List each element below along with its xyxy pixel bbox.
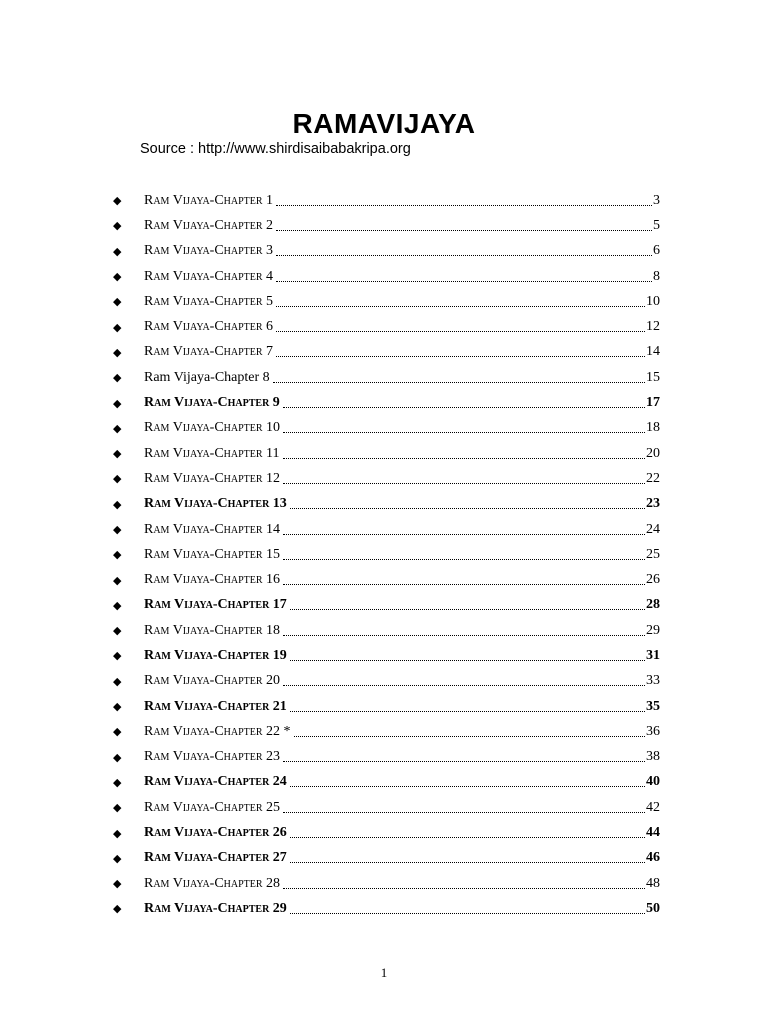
dot-leader xyxy=(290,862,645,863)
diamond-bullet-icon: ◆ xyxy=(113,295,122,309)
toc-entry[interactable] xyxy=(113,820,660,845)
toc-entry-label: Ram Vijaya-Chapter 14 xyxy=(144,521,281,537)
diamond-bullet-icon: ◆ xyxy=(113,270,122,284)
dot-leader xyxy=(276,331,645,332)
dot-leader xyxy=(276,356,645,357)
toc-entry[interactable] xyxy=(113,188,660,213)
toc-entry-label: Ram Vijaya-Chapter 11 xyxy=(144,445,280,461)
diamond-bullet-icon: ◆ xyxy=(113,194,122,208)
diamond-bullet-icon: ◆ xyxy=(113,700,122,714)
toc-entry[interactable] xyxy=(113,441,660,466)
dot-leader xyxy=(283,483,645,484)
dot-leader xyxy=(283,635,645,636)
toc-entry-page: 35 xyxy=(646,698,660,714)
page-number: 1 xyxy=(380,965,388,980)
toc-entry-page: 50 xyxy=(646,900,660,916)
toc-entry-label: Ram Vijaya-Chapter 20 xyxy=(144,673,281,689)
toc-entry-page: 18 xyxy=(646,420,660,436)
toc-entry[interactable] xyxy=(113,542,660,567)
toc-entry-page: 22 xyxy=(646,470,660,486)
page-title: RAMAVIJAYA xyxy=(292,108,476,139)
toc-entry-label: Ram Vijaya-Chapter 16 xyxy=(144,572,281,588)
diamond-bullet-icon: ◆ xyxy=(113,674,122,688)
diamond-bullet-icon: ◆ xyxy=(113,320,122,334)
diamond-bullet-icon: ◆ xyxy=(113,851,122,865)
toc-entry-label: Ram Vijaya-Chapter 18 xyxy=(144,622,281,638)
toc-entry-page: 38 xyxy=(646,749,660,765)
diamond-bullet-icon: ◆ xyxy=(113,371,122,385)
toc-entry[interactable] xyxy=(113,492,660,517)
diamond-bullet-icon: ◆ xyxy=(113,624,122,638)
toc-entry[interactable] xyxy=(113,593,660,618)
toc-entry[interactable] xyxy=(113,896,660,921)
toc-entry-page: 12 xyxy=(646,319,660,335)
toc-entry-label: Ram Vijaya-Chapter 3 xyxy=(144,243,274,259)
toc-entry-label: Ram Vijaya-Chapter 21 xyxy=(144,698,287,714)
toc-entry-label: Ram Vijaya-Chapter 29 xyxy=(144,900,287,916)
toc-entry-label: Ram Vijaya-Chapter 8 xyxy=(144,369,270,385)
dot-leader xyxy=(273,382,645,383)
diamond-bullet-icon: ◆ xyxy=(113,421,122,435)
toc-entry[interactable] xyxy=(113,669,660,694)
dot-leader xyxy=(290,913,645,914)
diamond-bullet-icon: ◆ xyxy=(113,497,122,511)
toc-entry-page: 23 xyxy=(646,496,660,512)
toc-entry-page: 46 xyxy=(646,850,660,866)
toc-entry-label: Ram Vijaya-Chapter 6 xyxy=(144,319,274,335)
toc-entry-label: Ram Vijaya-Chapter 25 xyxy=(144,799,281,815)
diamond-bullet-icon: ◆ xyxy=(113,573,122,587)
source-line: Source : http://www.shirdisaibabakripa.org xyxy=(140,141,411,157)
toc-entry[interactable] xyxy=(113,289,660,314)
toc-entry-label: Ram Vijaya-Chapter 22 * xyxy=(144,723,291,739)
dot-leader xyxy=(290,837,645,838)
dot-leader xyxy=(294,736,645,737)
toc-entry-label: Ram Vijaya-Chapter 13 xyxy=(144,496,287,512)
toc-entry[interactable] xyxy=(113,567,660,592)
toc-entry[interactable] xyxy=(113,314,660,339)
toc-entry-page: 10 xyxy=(646,293,660,309)
dot-leader xyxy=(290,609,645,610)
toc-entry-page: 20 xyxy=(646,445,660,461)
dot-leader xyxy=(283,888,645,889)
toc-entry[interactable] xyxy=(113,365,660,390)
toc-entry-label: Ram Vijaya-Chapter 2 xyxy=(144,217,274,233)
toc-entry-page: 28 xyxy=(646,597,660,613)
dot-leader xyxy=(283,458,645,459)
diamond-bullet-icon: ◆ xyxy=(113,649,122,663)
diamond-bullet-icon: ◆ xyxy=(113,447,122,461)
diamond-bullet-icon: ◆ xyxy=(113,877,122,891)
dot-leader xyxy=(283,534,645,535)
toc-entry[interactable] xyxy=(113,871,660,896)
toc-entry[interactable] xyxy=(113,264,660,289)
toc-entry-label: Ram Vijaya-Chapter 26 xyxy=(144,825,287,841)
dot-leader xyxy=(276,205,652,206)
dot-leader xyxy=(290,711,645,712)
diamond-bullet-icon: ◆ xyxy=(113,826,122,840)
dot-leader xyxy=(276,281,652,282)
toc-entry-label: Ram Vijaya-Chapter 12 xyxy=(144,470,281,486)
toc-entry-label: Ram Vijaya-Chapter 1 xyxy=(144,192,274,208)
dot-leader xyxy=(283,559,645,560)
toc-entry-label: Ram Vijaya-Chapter 10 xyxy=(144,420,281,436)
toc-entry-label: Ram Vijaya-Chapter 24 xyxy=(144,774,287,790)
toc-entry-label: Ram Vijaya-Chapter 5 xyxy=(144,293,274,309)
toc-entry-label: Ram Vijaya-Chapter 17 xyxy=(144,597,287,613)
toc-entry-page: 15 xyxy=(646,369,660,385)
toc-entry-page: 14 xyxy=(646,344,660,360)
dot-leader xyxy=(276,306,645,307)
toc-entry-page: 25 xyxy=(646,546,660,562)
toc-entry-page: 31 xyxy=(646,647,660,663)
diamond-bullet-icon: ◆ xyxy=(113,345,122,359)
diamond-bullet-icon: ◆ xyxy=(113,219,122,233)
toc-entry-page: 17 xyxy=(646,395,660,411)
diamond-bullet-icon: ◆ xyxy=(113,244,122,258)
toc-entry[interactable] xyxy=(113,719,660,744)
toc-entry[interactable] xyxy=(113,643,660,668)
diamond-bullet-icon: ◆ xyxy=(113,725,122,739)
dot-leader xyxy=(290,660,645,661)
toc-entry-page: 36 xyxy=(646,723,660,739)
toc-entry-label: Ram Vijaya-Chapter 23 xyxy=(144,749,281,765)
diamond-bullet-icon: ◆ xyxy=(113,750,122,764)
toc-entry[interactable] xyxy=(113,239,660,264)
diamond-bullet-icon: ◆ xyxy=(113,801,122,815)
toc-entry[interactable] xyxy=(113,416,660,441)
dot-leader xyxy=(283,407,645,408)
toc-entry[interactable] xyxy=(113,694,660,719)
toc-entry-page: 3 xyxy=(653,192,660,208)
toc-entry[interactable] xyxy=(113,745,660,770)
toc-entry-page: 24 xyxy=(646,521,660,537)
toc-entry-page: 40 xyxy=(646,774,660,790)
toc-entry-page: 29 xyxy=(646,622,660,638)
toc-entry-page: 5 xyxy=(653,217,660,233)
toc-entry[interactable] xyxy=(113,618,660,643)
toc-entry-page: 6 xyxy=(653,243,660,259)
toc-entry[interactable] xyxy=(113,340,660,365)
toc-entry-label: Ram Vijaya-Chapter 9 xyxy=(144,395,280,411)
diamond-bullet-icon: ◆ xyxy=(113,548,122,562)
dot-leader xyxy=(283,761,645,762)
toc-entry[interactable] xyxy=(113,390,660,415)
table-of-contents xyxy=(113,188,660,922)
toc-entry-label: Ram Vijaya-Chapter 19 xyxy=(144,647,287,663)
dot-leader xyxy=(290,786,645,787)
toc-entry[interactable] xyxy=(113,517,660,542)
toc-entry-label: Ram Vijaya-Chapter 27 xyxy=(144,850,287,866)
diamond-bullet-icon: ◆ xyxy=(113,472,122,486)
diamond-bullet-icon: ◆ xyxy=(113,396,122,410)
toc-entry[interactable] xyxy=(113,466,660,491)
toc-entry-page: 44 xyxy=(646,825,660,841)
dot-leader xyxy=(276,255,652,256)
toc-entry-page: 33 xyxy=(646,673,660,689)
toc-entry-page: 42 xyxy=(646,799,660,815)
diamond-bullet-icon: ◆ xyxy=(113,523,122,536)
diamond-bullet-icon: ◆ xyxy=(113,775,122,789)
toc-entry[interactable] xyxy=(113,795,660,820)
diamond-bullet-icon: ◆ xyxy=(113,598,122,612)
dot-leader xyxy=(283,812,645,813)
dot-leader xyxy=(276,230,652,231)
toc-entry[interactable] xyxy=(113,846,660,871)
toc-entry[interactable] xyxy=(113,770,660,795)
toc-entry[interactable] xyxy=(113,213,660,238)
toc-entry-label: Ram Vijaya-Chapter 15 xyxy=(144,546,281,562)
toc-entry-label: Ram Vijaya-Chapter 4 xyxy=(144,268,274,284)
diamond-bullet-icon: ◆ xyxy=(113,902,122,916)
toc-entry-page: 26 xyxy=(646,572,660,588)
toc-entry-label: Ram Vijaya-Chapter 28 xyxy=(144,875,281,891)
dot-leader xyxy=(283,432,645,433)
dot-leader xyxy=(283,584,645,585)
toc-entry-page: 48 xyxy=(646,875,660,891)
dot-leader xyxy=(290,508,645,509)
toc-entry-page: 8 xyxy=(653,268,660,284)
dot-leader xyxy=(283,685,645,686)
toc-entry-label: Ram Vijaya-Chapter 7 xyxy=(144,344,274,360)
